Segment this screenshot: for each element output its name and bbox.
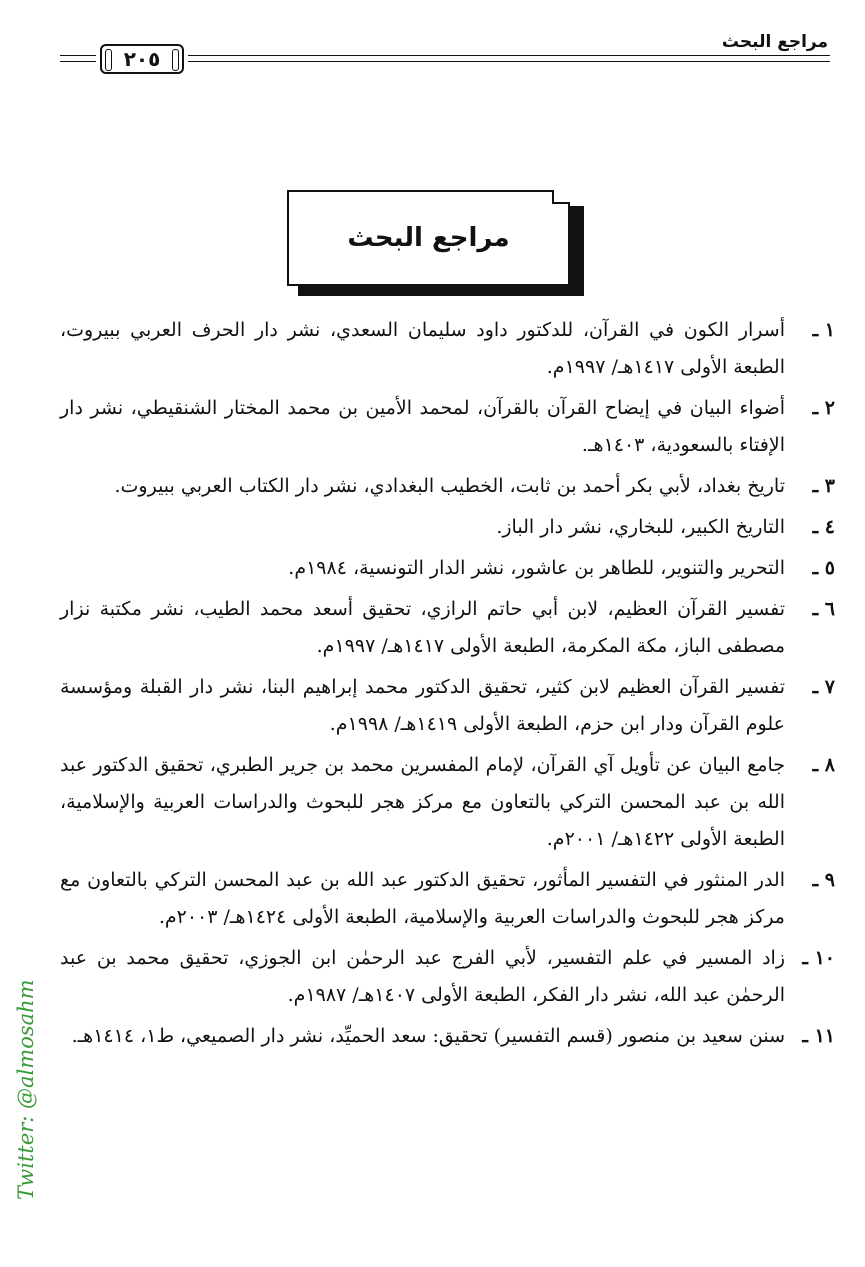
reference-number: ٥ ـ xyxy=(812,557,835,579)
reference-item xyxy=(60,747,835,858)
reference-item xyxy=(60,1018,835,1055)
reference-number: ٦ ـ xyxy=(812,598,835,620)
page-number-badge xyxy=(100,44,184,74)
reference-text: زاد المسير في علم التفسير، لأبي الفرج عبد الرحمٰن ابن الجوزي، تحقيق محمد بن عبد الرحمٰن عبد الله، نشر دار الفكر، الطبعة الأولى ١٤٠٧هـ/ ١٩٨٧م. xyxy=(60,947,785,1006)
section-title: مراجع البحث xyxy=(347,223,510,253)
reference-text: سنن سعيد بن منصور (قسم التفسير) تحقيق: سعد الحميِّد، نشر دار الصميعي، ط١، ١٤١٤هـ. xyxy=(71,1025,785,1047)
header-rule-left-top xyxy=(60,55,96,56)
reference-text: تاريخ بغداد، لأبي بكر أحمد بن ثابت، الخطيب البغدادي، نشر دار الكتاب العربي ببيروت. xyxy=(114,475,785,497)
reference-text: الدر المنثور في التفسير المأثور، تحقيق الدكتور عبد الله بن عبد المحسن التركي بالتعاون مع مركز هجر للبحوث والدراسات العربية والإسلامية، الطبعة الأولى ١٤٢٤هـ/ ٢٠٠٣م. xyxy=(60,869,785,928)
reference-number: ١٠ ـ xyxy=(802,947,835,969)
reference-number: ٢ ـ xyxy=(812,397,835,419)
reference-item xyxy=(60,468,835,505)
reference-number: ٨ ـ xyxy=(812,754,835,776)
reference-text: جامع البيان عن تأويل آي القرآن، لإمام المفسرين محمد بن جرير الطبري، تحقيق الدكتور عبد الله بن عبد المحسن التركي بالتعاون مع مركز هجر للبحوث والدراسات العربية والإسلامية، الطبعة الأولى ١٤٢٢هـ/ ٢٠٠١م. xyxy=(60,754,785,850)
reference-number: ٩ ـ xyxy=(812,869,835,891)
reference-item xyxy=(60,862,835,936)
references-list xyxy=(60,312,835,1059)
reference-text: التاريخ الكبير، للبخاري، نشر دار الباز. xyxy=(496,516,785,538)
header-rule-right-bottom xyxy=(188,61,830,62)
header-rule-right-top xyxy=(188,55,830,56)
running-header xyxy=(60,28,830,78)
reference-item xyxy=(60,390,835,464)
reference-text: أضواء البيان في إيضاح القرآن بالقرآن، لمحمد الأمين بن محمد المختار الشنقيطي، نشر دار الإفتاء بالسعودية، ١٤٠٣هـ. xyxy=(60,397,785,456)
section-title-box xyxy=(287,190,570,286)
reference-item xyxy=(60,509,835,546)
reference-item xyxy=(60,550,835,587)
page-number: ٢٠٥ xyxy=(123,47,161,71)
reference-item xyxy=(60,669,835,743)
twitter-watermark: Twitter: @almosahm xyxy=(14,979,38,1200)
reference-item xyxy=(60,312,835,386)
reference-text: التحرير والتنوير، للطاهر بن عاشور، نشر الدار التونسية، ١٩٨٤م. xyxy=(288,557,785,579)
title-box-corner-tab xyxy=(552,190,570,204)
reference-item xyxy=(60,591,835,665)
reference-number: ١ ـ xyxy=(812,319,835,341)
reference-text: أسرار الكون في القرآن، للدكتور داود سليمان السعدي، نشر دار الحرف العربي ببيروت، الطبعة الأولى ١٤١٧هـ/ ١٩٩٧م. xyxy=(60,319,785,378)
reference-number: ٣ ـ xyxy=(812,475,835,497)
reference-text: تفسير القرآن العظيم، لابن أبي حاتم الرازي، تحقيق أسعد محمد الطيب، نشر مكتبة نزار مصطفى الباز، مكة المكرمة، الطبعة الأولى ١٤١٧هـ/ ١٩٩٧م. xyxy=(60,598,785,657)
reference-number: ٧ ـ xyxy=(812,676,835,698)
header-rule-left-bottom xyxy=(60,61,96,62)
reference-number: ٤ ـ xyxy=(812,516,835,538)
reference-text: تفسير القرآن العظيم لابن كثير، تحقيق الدكتور محمد إبراهيم البنا، نشر دار القبلة ومؤسسة علوم القرآن ودار ابن حزم، الطبعة الأولى ١٤١٩هـ/ ١٩٩٨م. xyxy=(60,676,785,735)
reference-item xyxy=(60,940,835,1014)
running-title: مراجع البحث xyxy=(721,32,828,52)
reference-number: ١١ ـ xyxy=(802,1025,835,1047)
